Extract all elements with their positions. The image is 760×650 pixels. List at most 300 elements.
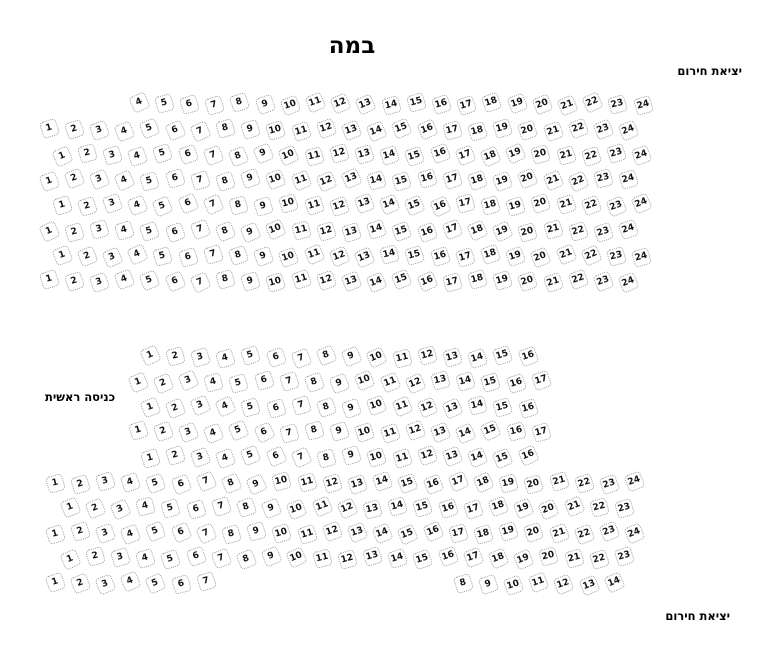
seat[interactable] — [315, 118, 337, 140]
seat[interactable] — [127, 194, 149, 216]
seat[interactable] — [152, 372, 174, 394]
seat[interactable] — [523, 522, 545, 544]
seat[interactable] — [88, 120, 110, 142]
seat[interactable] — [59, 496, 81, 518]
seat[interactable] — [492, 447, 514, 469]
seat[interactable] — [455, 371, 476, 392]
seat[interactable] — [329, 143, 350, 164]
seat[interactable] — [580, 146, 601, 167]
seat[interactable] — [215, 447, 237, 469]
seat[interactable] — [220, 472, 242, 494]
seat[interactable] — [189, 169, 210, 190]
seat[interactable] — [498, 473, 519, 494]
seat[interactable] — [101, 246, 123, 268]
seat[interactable] — [321, 473, 342, 494]
seat[interactable] — [580, 244, 603, 267]
seat[interactable] — [492, 171, 514, 193]
seat[interactable] — [605, 196, 627, 218]
seat[interactable] — [372, 471, 394, 493]
seat[interactable] — [279, 423, 300, 444]
seat[interactable] — [312, 548, 333, 569]
seat[interactable] — [379, 145, 401, 167]
seat[interactable] — [290, 169, 312, 191]
seat[interactable] — [391, 269, 413, 291]
seat[interactable] — [229, 92, 251, 114]
seat[interactable] — [265, 218, 288, 241]
seat[interactable] — [328, 195, 350, 217]
seat[interactable] — [94, 522, 116, 544]
seat[interactable] — [416, 444, 438, 466]
seat[interactable] — [76, 245, 98, 267]
seat[interactable] — [341, 222, 362, 243]
seat[interactable] — [170, 521, 192, 543]
seat[interactable] — [202, 145, 224, 167]
seat[interactable] — [555, 145, 576, 166]
seat[interactable] — [177, 247, 198, 268]
seat[interactable] — [354, 144, 375, 165]
seat[interactable] — [177, 192, 199, 214]
seat[interactable] — [139, 396, 161, 418]
seat[interactable] — [505, 195, 526, 216]
seat[interactable] — [513, 497, 535, 519]
seat[interactable] — [617, 119, 639, 141]
seat[interactable] — [517, 168, 539, 190]
seat[interactable] — [51, 145, 74, 168]
seat[interactable] — [278, 193, 299, 214]
seat[interactable] — [114, 121, 136, 143]
seat[interactable] — [366, 219, 388, 241]
seat[interactable] — [341, 445, 362, 466]
seat[interactable] — [598, 473, 620, 495]
seat[interactable] — [391, 171, 412, 192]
seat[interactable] — [152, 421, 174, 443]
seat[interactable] — [631, 144, 653, 166]
seat[interactable] — [296, 472, 317, 493]
seat[interactable] — [523, 474, 544, 495]
seat[interactable] — [567, 117, 589, 139]
seat[interactable] — [588, 548, 609, 569]
seat[interactable] — [228, 420, 250, 442]
seat[interactable] — [353, 246, 376, 269]
seat[interactable] — [102, 144, 123, 165]
seat[interactable] — [391, 220, 413, 242]
seat[interactable] — [114, 220, 135, 241]
seat[interactable] — [542, 219, 563, 240]
seat[interactable] — [279, 94, 301, 116]
seat[interactable] — [442, 346, 463, 367]
seat[interactable] — [567, 269, 589, 291]
seat[interactable] — [179, 94, 200, 115]
seat[interactable] — [467, 347, 489, 369]
seat[interactable] — [286, 546, 309, 569]
seat[interactable] — [623, 522, 645, 544]
seat[interactable] — [354, 422, 376, 444]
seat[interactable] — [88, 168, 110, 190]
seat[interactable] — [164, 270, 186, 292]
seat[interactable] — [580, 195, 602, 217]
seat[interactable] — [632, 95, 653, 116]
seat[interactable] — [416, 118, 439, 141]
seat[interactable] — [265, 445, 287, 467]
seat[interactable] — [567, 170, 590, 193]
seat[interactable] — [573, 472, 595, 494]
seat[interactable] — [422, 473, 444, 495]
seat[interactable] — [63, 119, 85, 141]
seat[interactable] — [304, 91, 326, 113]
seat[interactable] — [120, 472, 142, 494]
seat[interactable] — [154, 93, 175, 114]
seat[interactable] — [404, 194, 426, 216]
seat[interactable] — [215, 269, 236, 290]
seat[interactable] — [165, 346, 186, 367]
seat[interactable] — [528, 572, 550, 594]
seat[interactable] — [448, 523, 469, 544]
seat[interactable] — [366, 394, 388, 416]
seat[interactable] — [85, 546, 106, 567]
seat[interactable] — [164, 222, 186, 244]
seat[interactable] — [189, 120, 212, 143]
seat[interactable] — [204, 95, 225, 116]
seat[interactable] — [145, 520, 167, 542]
seat[interactable] — [366, 346, 389, 369]
seat[interactable] — [538, 498, 560, 520]
seat[interactable] — [492, 118, 513, 139]
seat[interactable] — [429, 246, 450, 267]
seat[interactable] — [70, 474, 91, 495]
seat[interactable] — [624, 470, 646, 492]
seat[interactable] — [487, 547, 509, 569]
seat[interactable] — [391, 395, 413, 417]
seat[interactable] — [185, 546, 207, 568]
seat[interactable] — [607, 94, 628, 115]
seat[interactable] — [160, 549, 182, 571]
seat[interactable] — [235, 497, 257, 519]
seat[interactable] — [479, 145, 501, 167]
seat[interactable] — [592, 270, 614, 292]
seat[interactable] — [51, 244, 73, 266]
seat[interactable] — [452, 573, 473, 594]
seat[interactable] — [353, 192, 375, 214]
seat[interactable] — [265, 271, 286, 292]
seat[interactable] — [387, 547, 409, 569]
seat[interactable] — [291, 220, 312, 241]
seat[interactable] — [120, 523, 142, 545]
seat[interactable] — [372, 522, 394, 544]
seat[interactable] — [481, 91, 503, 113]
seat[interactable] — [170, 474, 192, 496]
seat[interactable] — [164, 397, 186, 419]
seat[interactable] — [160, 497, 181, 518]
seat[interactable] — [467, 395, 488, 416]
seat[interactable] — [340, 271, 362, 293]
seat[interactable] — [412, 497, 433, 518]
seat[interactable] — [329, 373, 351, 395]
seat[interactable] — [253, 421, 276, 444]
seat[interactable] — [278, 247, 300, 269]
seat[interactable] — [145, 572, 168, 595]
seat[interactable] — [593, 168, 614, 189]
seat[interactable] — [195, 471, 217, 493]
seat[interactable] — [379, 371, 401, 393]
seat[interactable] — [316, 396, 338, 418]
seat[interactable] — [346, 521, 368, 543]
seat[interactable] — [563, 495, 586, 518]
seat[interactable] — [589, 497, 610, 518]
seat[interactable] — [555, 194, 577, 216]
seat[interactable] — [215, 118, 236, 139]
seat[interactable] — [95, 471, 116, 492]
seat[interactable] — [441, 218, 463, 240]
seat[interactable] — [253, 196, 274, 217]
seat[interactable] — [429, 143, 451, 165]
seat[interactable] — [152, 246, 173, 267]
seat[interactable] — [315, 344, 337, 366]
seat[interactable] — [456, 94, 478, 116]
seat[interactable] — [431, 93, 452, 114]
seat[interactable] — [196, 571, 217, 592]
seat[interactable] — [139, 269, 161, 291]
seat[interactable] — [127, 420, 149, 442]
seat[interactable] — [480, 194, 501, 215]
seat[interactable] — [630, 193, 652, 215]
seat[interactable] — [303, 194, 325, 216]
seat[interactable] — [379, 423, 401, 445]
seat[interactable] — [203, 423, 225, 445]
seat[interactable] — [530, 246, 552, 268]
seat[interactable] — [422, 521, 445, 544]
seat[interactable] — [110, 547, 131, 568]
seat[interactable] — [617, 271, 639, 293]
seat[interactable] — [286, 499, 308, 521]
seat[interactable] — [430, 370, 451, 391]
seat[interactable] — [542, 272, 564, 294]
seat[interactable] — [337, 549, 358, 570]
seat[interactable] — [315, 270, 337, 292]
seat[interactable] — [290, 347, 312, 369]
seat[interactable] — [429, 195, 452, 218]
seat[interactable] — [618, 218, 640, 240]
seat[interactable] — [240, 397, 261, 418]
seat[interactable] — [240, 444, 262, 466]
seat[interactable] — [109, 498, 132, 521]
seat[interactable] — [553, 573, 575, 595]
seat[interactable] — [290, 446, 313, 469]
seat[interactable] — [245, 473, 268, 496]
seat[interactable] — [598, 521, 620, 543]
seat[interactable] — [397, 523, 419, 545]
seat[interactable] — [215, 348, 236, 369]
seat[interactable] — [215, 170, 237, 192]
seat[interactable] — [51, 195, 72, 216]
seat[interactable] — [379, 244, 400, 265]
seat[interactable] — [329, 421, 350, 442]
seat[interactable] — [38, 220, 61, 243]
seat[interactable] — [152, 143, 174, 165]
seat[interactable] — [504, 142, 527, 165]
seat[interactable] — [227, 146, 249, 168]
seat[interactable] — [278, 144, 301, 167]
seat[interactable] — [185, 498, 206, 519]
seat[interactable] — [517, 222, 538, 243]
seat[interactable] — [240, 270, 261, 291]
seat[interactable] — [127, 371, 149, 393]
seat[interactable] — [454, 144, 476, 166]
seat[interactable] — [210, 547, 232, 569]
seat[interactable] — [76, 196, 98, 218]
seat[interactable] — [69, 521, 91, 543]
seat[interactable] — [354, 370, 376, 392]
seat[interactable] — [542, 120, 564, 142]
seat[interactable] — [437, 498, 459, 520]
seat[interactable] — [416, 168, 437, 189]
seat[interactable] — [362, 499, 383, 520]
seat[interactable] — [139, 448, 160, 469]
seat[interactable] — [487, 496, 509, 518]
seat[interactable] — [555, 243, 577, 265]
seat[interactable] — [228, 245, 250, 267]
seat[interactable] — [454, 422, 476, 444]
seat[interactable] — [329, 92, 351, 114]
seat[interactable] — [189, 219, 211, 241]
seat[interactable] — [404, 420, 426, 442]
seat[interactable] — [366, 446, 387, 467]
seat[interactable] — [392, 348, 413, 369]
seat[interactable] — [177, 422, 199, 444]
seat[interactable] — [531, 93, 553, 115]
seat[interactable] — [235, 548, 257, 570]
seat[interactable] — [38, 170, 60, 192]
seat[interactable] — [606, 246, 627, 267]
seat[interactable] — [228, 195, 249, 216]
seat[interactable] — [253, 370, 274, 391]
seat[interactable] — [265, 398, 286, 419]
seat[interactable] — [366, 120, 388, 142]
seat[interactable] — [177, 370, 200, 393]
seat[interactable] — [296, 523, 318, 545]
seat[interactable] — [139, 344, 162, 367]
seat[interactable] — [492, 344, 514, 366]
seat[interactable] — [441, 169, 463, 191]
seat[interactable] — [340, 345, 362, 367]
seat[interactable] — [466, 219, 488, 241]
seat[interactable] — [479, 244, 501, 266]
seat[interactable] — [531, 422, 552, 443]
seat[interactable] — [462, 546, 484, 568]
seat[interactable] — [340, 168, 363, 191]
seat[interactable] — [77, 143, 98, 164]
seat[interactable] — [416, 221, 438, 243]
seat[interactable] — [260, 545, 282, 567]
seat[interactable] — [261, 498, 283, 520]
seat[interactable] — [290, 269, 312, 291]
seat[interactable] — [467, 121, 488, 142]
seat[interactable] — [202, 193, 225, 216]
seat[interactable] — [530, 193, 552, 215]
seat[interactable] — [538, 546, 559, 567]
seat[interactable] — [315, 170, 337, 192]
seat[interactable] — [271, 522, 292, 543]
seat[interactable] — [397, 472, 419, 494]
seat[interactable] — [290, 395, 311, 416]
seat[interactable] — [417, 345, 438, 366]
seat[interactable] — [556, 94, 578, 116]
seat[interactable] — [341, 397, 363, 419]
seat[interactable] — [290, 121, 312, 143]
seat[interactable] — [239, 221, 261, 243]
seat[interactable] — [366, 272, 388, 294]
seat[interactable] — [505, 373, 527, 395]
seat[interactable] — [139, 171, 160, 192]
seat[interactable] — [84, 497, 106, 519]
seat[interactable] — [64, 222, 85, 243]
seat[interactable] — [139, 221, 161, 243]
seat[interactable] — [69, 573, 91, 595]
seat[interactable] — [45, 473, 66, 494]
seat[interactable] — [404, 372, 427, 395]
seat[interactable] — [618, 169, 639, 190]
seat[interactable] — [441, 397, 464, 420]
seat[interactable] — [412, 548, 434, 570]
seat[interactable] — [442, 120, 463, 141]
seat[interactable] — [101, 193, 123, 215]
seat[interactable] — [252, 143, 274, 165]
seat[interactable] — [189, 394, 211, 416]
seat[interactable] — [498, 521, 519, 542]
seat[interactable] — [505, 245, 527, 267]
seat[interactable] — [210, 496, 232, 518]
seat[interactable] — [44, 572, 66, 594]
seat[interactable] — [177, 144, 199, 166]
seat[interactable] — [480, 372, 501, 393]
seat[interactable] — [38, 118, 59, 139]
seat[interactable] — [517, 271, 539, 293]
seat[interactable] — [189, 271, 212, 294]
seat[interactable] — [135, 548, 156, 569]
seat[interactable] — [391, 447, 413, 469]
seat[interactable] — [606, 143, 628, 165]
seat[interactable] — [321, 520, 343, 542]
seat[interactable] — [203, 372, 224, 393]
seat[interactable] — [214, 395, 237, 418]
seat[interactable] — [44, 524, 65, 545]
seat[interactable] — [113, 169, 136, 192]
seat[interactable] — [512, 548, 535, 571]
seat[interactable] — [88, 271, 110, 293]
seat[interactable] — [135, 496, 156, 517]
seat[interactable] — [336, 497, 359, 520]
seat[interactable] — [63, 167, 85, 189]
seat[interactable] — [379, 193, 401, 215]
seat[interactable] — [517, 345, 539, 367]
seat[interactable] — [381, 95, 402, 116]
seat[interactable] — [404, 245, 425, 266]
seat[interactable] — [614, 498, 635, 519]
seat[interactable] — [603, 571, 626, 594]
seat[interactable] — [164, 168, 185, 189]
seat[interactable] — [195, 522, 218, 545]
seat[interactable] — [506, 421, 527, 442]
seat[interactable] — [454, 247, 476, 269]
seat[interactable] — [447, 470, 469, 492]
seat[interactable] — [89, 219, 110, 240]
seat[interactable] — [614, 546, 636, 568]
seat[interactable] — [563, 547, 584, 568]
seat[interactable] — [355, 93, 378, 116]
seat[interactable] — [304, 146, 325, 167]
seat[interactable] — [189, 446, 211, 468]
seat[interactable] — [128, 91, 151, 114]
seat[interactable] — [127, 145, 148, 166]
